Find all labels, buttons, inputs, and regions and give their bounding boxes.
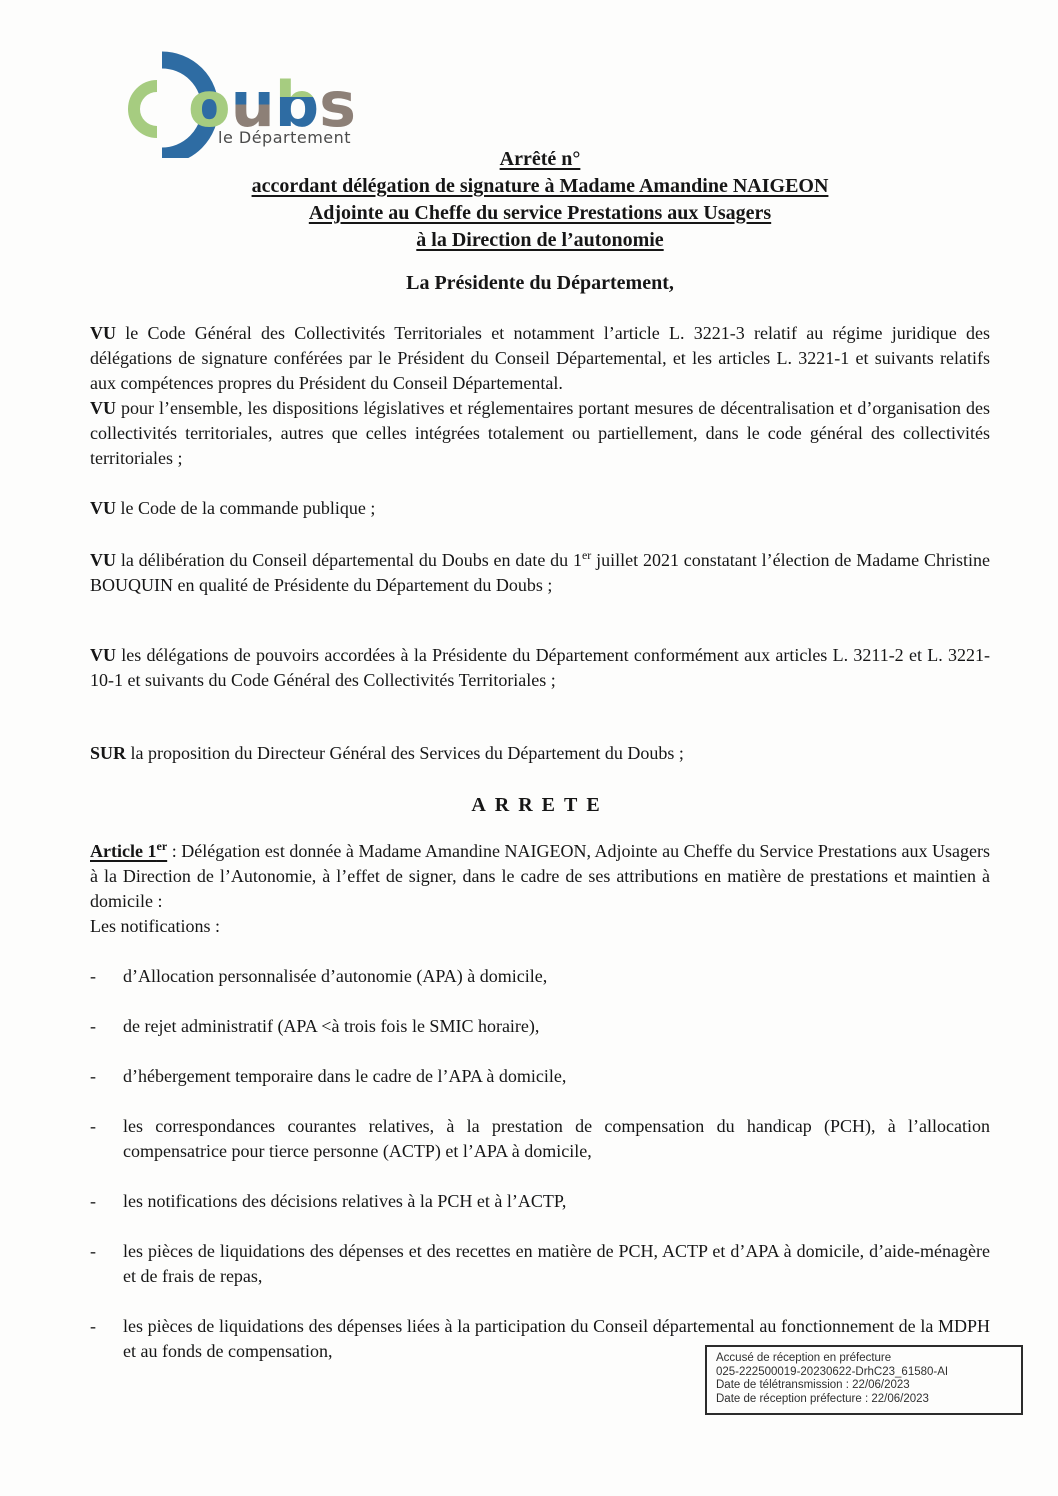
list-item: - les correspondances courantes relatives, à la prestation de compensation du handicap (PCH), à l’allocation compensatrice pour tierce personne (ACTP) et l’APA à domicile, <box>90 1114 990 1164</box>
list-item: - les notifications des décisions relatives à la PCH et à l’ACTP, <box>90 1189 990 1214</box>
article-1-label: Article 1er <box>90 839 168 861</box>
dash-bullet: - <box>90 966 96 986</box>
title-line-2: accordant délégation de signature à Madame Amandine NAIGEON <box>251 175 829 197</box>
doubs-logo <box>126 48 386 158</box>
recital-vu-cgct: VU le Code Général des Collectivités Territoriales et notamment l’article L. 3221-3 relatif au régime juridique des délégations de signature conférées par le Président du Conseil Départemental, et les articles L. 3221-1 et suivants relatifs aux compétences propres du Président du Conseil Départemental. <box>90 323 990 393</box>
list-item: - les pièces de liquidations des dépenses liées à la participation du Conseil départemental au fonctionnement de la MDPH et au fonds de compensation, <box>90 1314 990 1364</box>
dash-bullet: - <box>90 1241 96 1261</box>
dash-bullet: - <box>90 1191 96 1211</box>
recital-vu-commande-publique: VU le Code de la commande publique ; <box>90 498 376 518</box>
stamp-line: Date de télétransmission : 22/06/2023 <box>716 1379 910 1391</box>
title-line-4: à la Direction de l’autonomie <box>416 229 664 251</box>
prefecture-reception-stamp <box>705 1345 1023 1415</box>
stamp-line: Date de réception préfecture : 22/06/2023 <box>716 1392 929 1405</box>
list-item: - d’hébergement temporaire dans le cadre de l’APA à domicile, <box>90 1064 990 1089</box>
dash-bullet: - <box>90 1066 96 1086</box>
logo-d-crescent-green <box>134 86 157 132</box>
recital-sur-proposition: SUR la proposition du Directeur Général des Services du Département du Doubs ; <box>90 743 684 763</box>
list-item: - les pièces de liquidations des dépenses et des recettes en matière de PCH, ACTP et d’APA à domicile, d’aide-ménagère et de frais de repas, <box>90 1239 990 1289</box>
notifications-intro: Les notifications : <box>90 916 220 936</box>
title-line-3: Adjointe au Cheffe du service Prestations aux Usagers <box>308 202 772 224</box>
logo-word-oubs: oubs <box>188 68 357 141</box>
recital-vu-ensemble: VU pour l’ensemble, les dispositions législatives et réglementaires portant mesures de décentralisation et d’organisation des collectivités territoriales, autres que celles intégrées totalement ou partiellement, dans le code général des collectivités territoriales ; <box>90 398 990 468</box>
salutation: La Présidente du Département, <box>406 272 674 294</box>
article-1-paragraph: Article 1er : Délégation est donnée à Madame Amandine NAIGEON, Adjointe au Cheffe du Service Prestations aux Usagers à la Direction de l’Autonomie, à l’effet de signer, dans le cadre de ses attributions en matière de prestations et maintien à domicile : <box>90 839 990 911</box>
arrete-heading: ARRETE <box>471 794 609 816</box>
recital-vu-delegations: VU les délégations de pouvoirs accordées à la Présidente du Département conformément aux articles L. 3211-2 et L. 3221-10-1 et suivants du Code Général des Collectivités Territoriales ; <box>90 645 990 690</box>
recital-vu-deliberation: VU la délibération du Conseil départemental du Doubs en date du 1er juillet 2021 constatant l’élection de Madame Christine BOUQUIN en qualité de Présidente du Département du Doubs ; <box>90 548 990 595</box>
logo-tagline: le Département <box>218 128 352 147</box>
list-item: - de rejet administratif (APA <à trois fois le SMIC horaire), <box>90 1014 990 1039</box>
list-item: - d’Allocation personnalisée d’autonomie (APA) à domicile, <box>90 964 990 989</box>
title-line-1: Arrêté n° <box>499 148 581 170</box>
stamp-line: 025-222500019-20230622-DrhC23_61580-AI <box>716 1365 949 1378</box>
dash-bullet: - <box>90 1316 96 1336</box>
stamp-line: Accusé de réception en préfecture <box>716 1352 892 1364</box>
dash-bullet: - <box>90 1116 96 1136</box>
dash-bullet: - <box>90 1016 96 1036</box>
